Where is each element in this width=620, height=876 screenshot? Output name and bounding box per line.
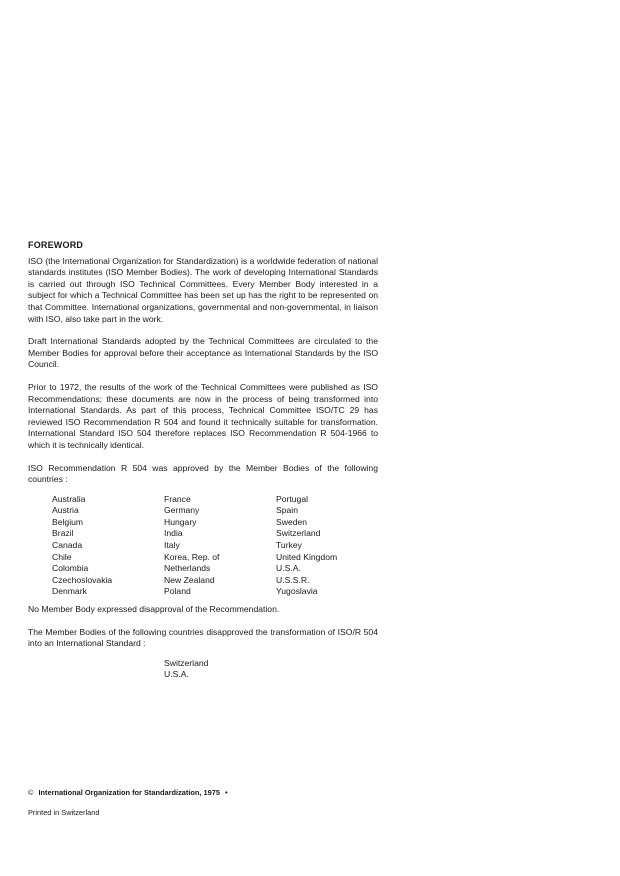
country-name: U.S.A. bbox=[276, 563, 301, 574]
country-name: U.S.S.R. bbox=[276, 574, 310, 585]
country-name: Australia bbox=[52, 493, 86, 504]
country-name: U.S.A. bbox=[164, 669, 189, 680]
country-name: Portugal bbox=[276, 493, 309, 504]
copyright-notice bbox=[28, 788, 228, 798]
country-name: Colombia bbox=[52, 563, 89, 574]
country-name: Brazil bbox=[52, 528, 74, 539]
foreword-heading: FOREWORD bbox=[28, 240, 84, 250]
bullet-icon: • bbox=[224, 788, 228, 797]
country-name: Turkey bbox=[276, 540, 302, 551]
country-name: Korea, Rep. of bbox=[164, 551, 220, 562]
country-name: Hungary bbox=[164, 516, 197, 527]
page-footer bbox=[28, 788, 228, 818]
country-name: France bbox=[164, 493, 191, 504]
country-name: Poland bbox=[164, 586, 191, 597]
country-name: India bbox=[164, 528, 183, 539]
country-name: United Kingdom bbox=[276, 551, 338, 562]
country-name: Switzerland bbox=[164, 657, 209, 668]
country-name: Yugoslavia bbox=[276, 586, 318, 597]
country-name: Sweden bbox=[276, 516, 308, 527]
country-name: Chile bbox=[52, 551, 72, 562]
country-name: Czechoslovakia bbox=[52, 574, 113, 585]
country-name: Switzerland bbox=[276, 528, 321, 539]
printed-location: Printed in Switzerland bbox=[28, 808, 100, 817]
copyright-text: International Organization for Standardization, 1975 bbox=[38, 788, 220, 797]
country-name: Italy bbox=[164, 540, 180, 551]
paragraph-disapproval: The Member Bodies of the following countries disapproved the transformation of ISO/R 504 into an International Standard : bbox=[28, 626, 378, 649]
country-name: Belgium bbox=[52, 516, 84, 527]
country-name: Netherlands bbox=[164, 563, 211, 574]
country-name: Canada bbox=[52, 540, 83, 551]
country-name: New Zealand bbox=[164, 574, 215, 585]
paragraph-approval: ISO Recommendation R 504 was approved by the Member Bodies of the following countries : bbox=[28, 462, 378, 485]
country-name: Denmark bbox=[52, 586, 87, 597]
approving-countries-list bbox=[52, 494, 378, 598]
copyright-symbol: © bbox=[28, 788, 34, 797]
country-name: Austria bbox=[52, 505, 79, 516]
paragraph-no-disapproval: No Member Body expressed disapproval of the Recommendation. bbox=[28, 604, 280, 615]
country-name: Spain bbox=[276, 505, 298, 516]
paragraph-transformation: Prior to 1972, the results of the work of the Technical Committees were published as ISO Recommendations; these documents are now in the process of being transformed into International Standards. As part of this process, Technical Committee ISO/TC 29 has reviewed ISO Recommendation R 504 and found it technically suitable for transformation. International Standard ISO 504 therefore replaces ISO Recommendation R 504-1966 to which it is technically identical. bbox=[28, 381, 378, 450]
country-name: Germany bbox=[164, 505, 200, 516]
paragraph-draft-standards: Draft International Standards adopted by the Technical Committees are circulated to the Member Bodies for approval before their acceptance as International Standards by the ISO Council. bbox=[28, 336, 378, 370]
foreword-section bbox=[28, 240, 378, 681]
paragraph-iso-intro: ISO (the International Organization for Standardization) is a worldwide federation of national standards institutes (ISO Member Bodies). The work of developing International Standards is carried out through ISO Technical Committees. Every Member Body interested in a subject for which a Technical Committee has been set up has the right to be represented on that Committee. International organizations, governmental and non-governmental, in liaison with ISO, also take part in the work. bbox=[28, 255, 378, 324]
disapproving-countries-list bbox=[164, 658, 378, 681]
